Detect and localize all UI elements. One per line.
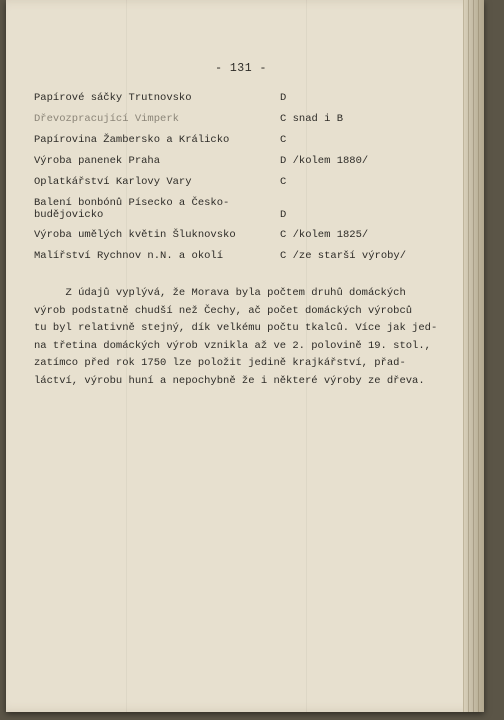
item-code: C /kolem 1825/ [280,229,369,241]
page-edge-line [478,0,479,712]
item-code: C [280,176,287,188]
body-paragraph [34,285,438,391]
paragraph-line: výrob podstatně chudší než Čechy, ač počet domáckých výrobců [34,304,413,317]
item-code: C snad i B [280,113,344,125]
paragraph-line: zatímco před rok 1750 lze položit jedině krajkářství, přad- [34,357,406,370]
paragraph-line: na třetina domáckých výrob vznikla až ve 2. polovině 19. stol., [34,339,431,352]
page-edge-line [468,0,469,712]
item-code: C [280,134,287,146]
item-code: D [280,209,287,221]
item-name: Papírové sáčky Trutnovsko [34,92,192,104]
page-number: - 131 - [215,62,267,75]
document-page [6,0,484,712]
item-code: D /kolem 1880/ [280,155,369,167]
paragraph-line: Z údajů vyplývá, že Morava byla počtem druhů domáckých [34,287,406,299]
item-name: Výroba panenek Praha [34,155,161,167]
paragraph-line: tu byl relativně stejný, dík velkému počtu tkalců. Více jak jed- [34,322,438,335]
item-name-line1: Balení bonbónů Písecko a Česko- [34,197,230,209]
item-name: Výroba umělých květin Šluknovsko [34,229,236,241]
paragraph-line: láctví, výrobu huní a nepochybně že i některé výroby ze dřeva. [34,374,425,387]
item-name: Malířství Rychnov n.N. a okolí [34,250,224,262]
item-name: Oplatkářství Karlovy Vary [34,176,192,188]
item-name: Dřevozpracující Vimperk [34,113,179,125]
item-code: C /ze starší výroby/ [280,250,407,262]
item-name: Papírovina Žambersko a Králicko [34,134,230,146]
item-code: D [280,92,287,104]
page-edge-line [473,0,474,712]
page-edge [463,0,484,712]
item-name-line2: budějovicko [34,209,104,221]
